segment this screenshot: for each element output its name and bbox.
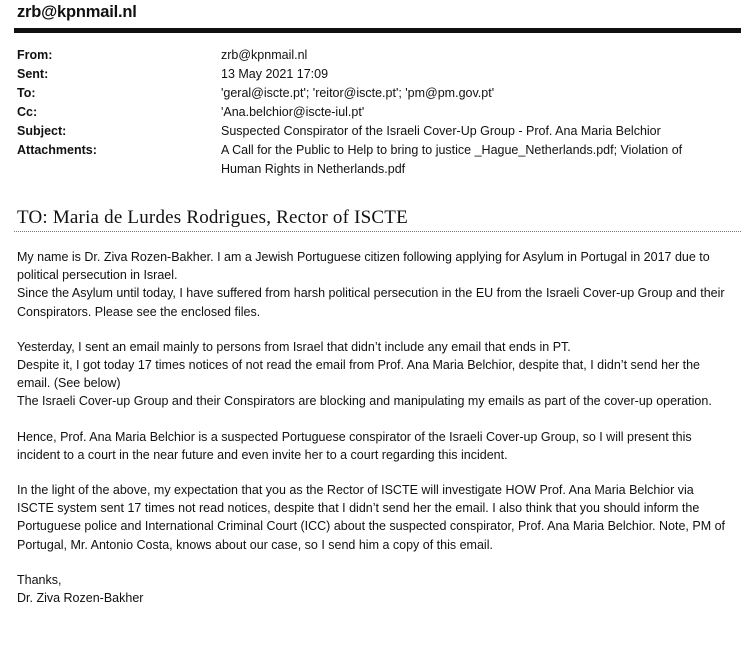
- paragraph-hence: Hence, Prof. Ana Maria Belchior is a suspected Portuguese conspirator of the Israeli Cover-up Group, so I will present this incident to a court in the near future and even invite her to a court regarding this incident.: [17, 429, 692, 462]
- heading-divider: [14, 231, 741, 232]
- from-label: From:: [17, 48, 53, 62]
- paragraph-gap: [17, 321, 729, 338]
- subject-label: Subject:: [17, 124, 67, 138]
- closing: Thanks,: [17, 572, 62, 587]
- letter-body: [17, 248, 729, 607]
- cc-label: Cc:: [17, 105, 38, 119]
- paragraph-intro: My name is Dr. Ziva Rozen-Bakher. I am a Jewish Portuguese citizen following applying for Asylum in Portugal in 2017 due to political persecution in Israel.: [17, 250, 710, 283]
- attachments-value: A Call for the Public to Help to bring to justice _Hague_Netherlands.pdf; Violation of Human Rights in Netherlands.pdf: [221, 143, 683, 176]
- paragraph-gap: [17, 554, 729, 571]
- sent-label: Sent:: [17, 67, 49, 81]
- sender-title: zrb@kpnmail.nl: [17, 3, 137, 21]
- subject-value: Suspected Conspirator of the Israeli Cover-Up Group - Prof. Ana Maria Belchior: [221, 124, 661, 138]
- sent-value: 13 May 2021 17:09: [221, 67, 329, 81]
- paragraph-gap: [17, 411, 729, 428]
- header-divider: [14, 28, 741, 33]
- paragraph-expectation: In the light of the above, my expectation that you as the Rector of ISCTE will investigate HOW Prof. Ana Maria Belchior via ISCTE system sent 17 times not read notices, despite that I didn’t send her the email. I also think that you should inform the Portuguese police and International Criminal Court (ICC) about the suspected conspirator, Prof. Ana Maria Belchior. Note, PM of Portugal, Mr. Antonio Costa, knows about our case, so I send him a copy of this email.: [17, 483, 726, 552]
- attachments-label: Attachments:: [17, 143, 97, 157]
- signature: Dr. Ziva Rozen-Bakher: [17, 591, 144, 606]
- letter-heading: TO: Maria de Lurdes Rodrigues, Rector of ISCTE: [17, 207, 408, 228]
- cc-value: 'Ana.belchior@iscte-iul.pt': [221, 105, 365, 119]
- from-value: zrb@kpnmail.nl: [221, 48, 308, 62]
- paragraph-yesterday: Yesterday, I sent an email mainly to persons from Israel that didn’t include any email that ends in PT.: [17, 339, 571, 354]
- to-value: 'geral@iscte.pt'; 'reitor@iscte.pt'; 'pm@pm.gov.pt': [221, 86, 495, 100]
- paragraph-notices: Despite it, I got today 17 times notices of not read the email from Prof. Ana Maria Belchior, despite that, I didn’t send her the email. (See below): [17, 358, 701, 391]
- to-label: To:: [17, 86, 36, 100]
- paragraph-gap: [17, 464, 729, 481]
- paragraph-blocking: The Israeli Cover-up Group and their Conspirators are blocking and manipulating my emails as part of the cover-up operation.: [17, 394, 712, 409]
- paragraph-persecution: Since the Asylum until today, I have suffered from harsh political persecution in the EU from the Israeli Cover-up Group and their Conspirators. Please see the enclosed files.: [17, 286, 725, 319]
